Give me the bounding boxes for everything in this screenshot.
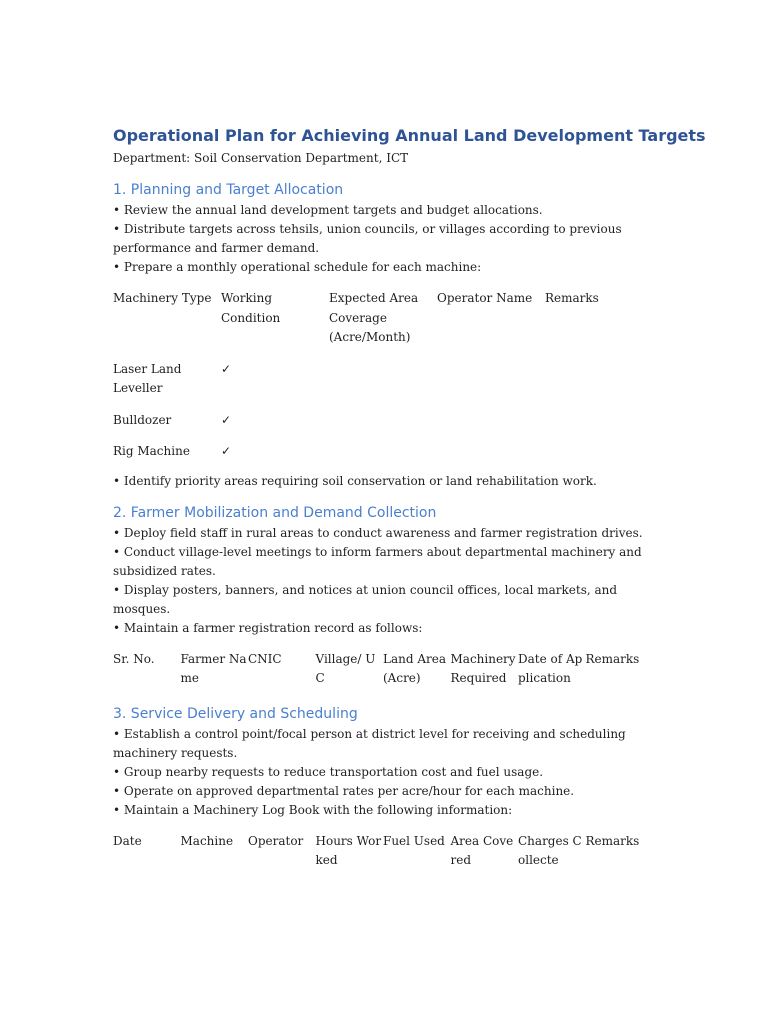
table-header-row <box>113 832 653 871</box>
table-cell <box>329 411 437 443</box>
header-cell: Sr. No. <box>113 651 155 666</box>
bullet: • Identify priority areas requiring soil conservation or land rehabilitation work. <box>113 473 597 488</box>
section-2-heading: 2. Farmer Mobilization and Demand Collection <box>113 504 437 521</box>
document-title: Operational Plan for Achieving Annual Land Development Targets <box>113 126 706 145</box>
header-cell: Fuel Used <box>383 833 445 848</box>
header-cell: Machinery Type <box>113 291 212 305</box>
table-row <box>113 411 653 443</box>
check-mark: ✓ <box>221 361 232 376</box>
document-page <box>113 126 706 871</box>
table-cell <box>545 442 653 462</box>
bullet: • Review the annual land development targets and budget allocations. <box>113 203 543 217</box>
table-cell: Bulldozer <box>113 412 172 427</box>
header-cell: Charges Collecte <box>518 833 582 867</box>
department-line: Department: Soil Conservation Department, ICT <box>113 151 409 165</box>
bullet: • Group nearby requests to reduce transportation cost and fuel usage. <box>113 764 544 779</box>
header-cell: Operator <box>248 833 304 848</box>
header-cell: Working Condition <box>221 291 281 325</box>
bullet: • Maintain a farmer registration record as follows: <box>113 620 423 635</box>
table-cell <box>437 411 545 443</box>
bullet: • Operate on approved departmental rates per acre/hour for each machine. <box>113 783 575 798</box>
header-cell: Land Area (Acre) <box>383 651 447 685</box>
header-cell: Remarks <box>585 651 640 666</box>
header-cell: Expected Area Coverage (Acre/Month) <box>329 291 419 344</box>
table-header-row <box>113 650 653 689</box>
bullet: • Distribute targets across tehsils, union councils, or villages according to previous performance and farmer demand. <box>113 222 622 255</box>
header-cell: Hours Worked <box>315 833 382 867</box>
bullet: • Maintain a Machinery Log Book with the following information: <box>113 802 513 817</box>
bullet: • Display posters, banners, and notices at union council offices, local markets, and mosques. <box>113 582 618 616</box>
header-cell: Area Covered <box>450 833 514 867</box>
section-3-heading: 3. Service Delivery and Scheduling <box>113 705 358 722</box>
table-cell: Laser Land Leveller <box>113 361 182 395</box>
table-cell <box>329 442 437 462</box>
bullet: • Deploy field staff in rural areas to conduct awareness and farmer registration drives. <box>113 525 643 540</box>
table-cell <box>545 411 653 443</box>
table-cell: Rig Machine <box>113 444 190 458</box>
header-cell: Remarks <box>545 291 599 305</box>
section-1-heading: 1. Planning and Target Allocation <box>113 182 344 198</box>
header-cell: Machinery Required <box>450 651 516 685</box>
header-cell: Village/ UC <box>315 651 376 685</box>
header-cell: Remarks <box>585 833 640 848</box>
header-cell: CNIC <box>248 651 282 666</box>
machinery-log-table <box>113 832 653 871</box>
table-row <box>113 360 653 411</box>
header-cell: Machine <box>180 833 234 848</box>
header-cell: Date of Application <box>518 651 583 685</box>
table-cell <box>437 360 545 411</box>
table-cell <box>545 360 653 411</box>
check-mark: ✓ <box>221 412 232 427</box>
bullet: • Conduct village-level meetings to inform farmers about departmental machinery and subsidized rates. <box>113 544 642 578</box>
table-cell <box>437 442 545 462</box>
header-cell: Date <box>113 833 142 848</box>
table-cell <box>329 360 437 411</box>
header-cell: Farmer Name <box>180 651 247 685</box>
bullet: • Establish a control point/focal person at district level for receiving and scheduling machinery requests. <box>113 726 626 760</box>
farmer-registration-table <box>113 650 653 689</box>
table-row <box>113 442 653 462</box>
machine-schedule-table <box>113 289 653 462</box>
bullet: • Prepare a monthly operational schedule for each machine: <box>113 260 482 274</box>
header-cell: Operator Name <box>437 291 533 305</box>
check-mark: ✓ <box>221 444 232 458</box>
table-header-row <box>113 289 653 360</box>
